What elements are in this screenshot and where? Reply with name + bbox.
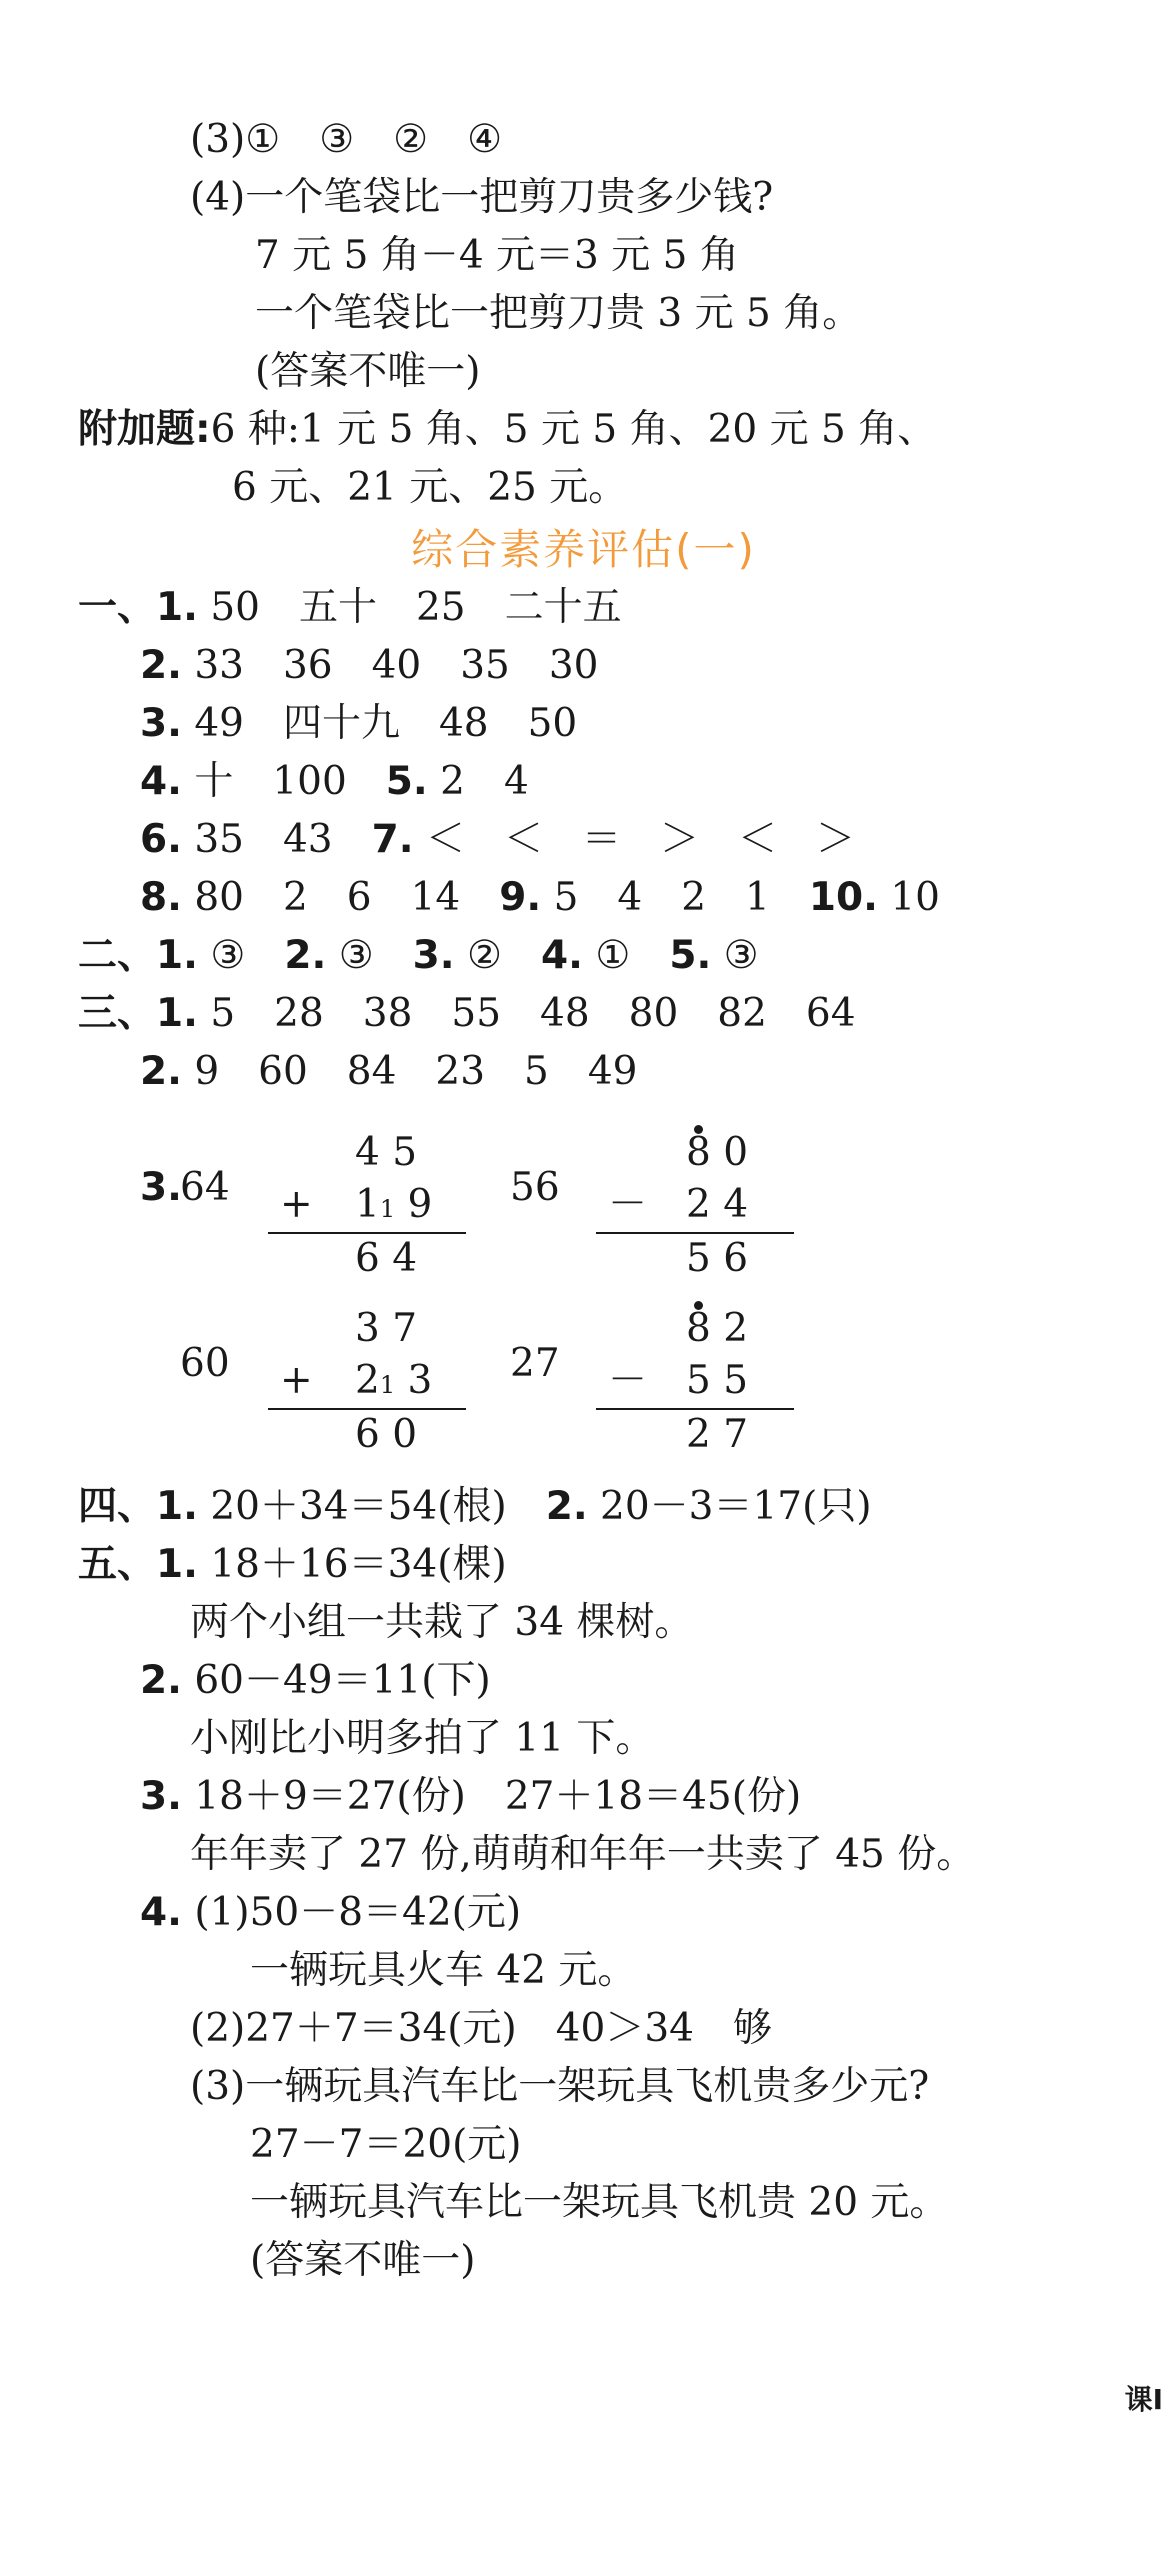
q-answer: 10 <box>877 875 940 920</box>
part5-q2 <box>140 1656 491 1706</box>
q-answer: (1)50－8＝42(元) <box>181 1890 522 1935</box>
vertical-second-number: 5 5 <box>686 1358 749 1403</box>
q-num: 2. <box>140 1658 182 1703</box>
q-num: 4. <box>541 933 583 978</box>
vertical-top-number: 4 5 <box>355 1130 418 1175</box>
q-num: 2. <box>140 1049 182 1094</box>
digit: 3 <box>407 1358 433 1403</box>
answer-line: 一辆玩具火车 42 元。 <box>250 1948 637 1993</box>
vertical-second-number: 2 4 <box>686 1182 749 1227</box>
q-num: 8. <box>140 875 182 920</box>
vertical-result: 27 <box>510 1341 560 1386</box>
q-answer: 20－3＝17(只) <box>587 1484 872 1529</box>
q-answer: 50 五十 25 二十五 <box>197 585 622 630</box>
q-num: 2. <box>284 933 327 978</box>
carry-mark: 1 <box>379 1195 396 1223</box>
q-num: 3. <box>140 701 182 746</box>
answer-line: 两个小组一共栽了 34 棵树。 <box>190 1600 694 1645</box>
q-answer: 5 4 2 1 <box>541 875 809 920</box>
q-answer: 49 四十九 48 50 <box>181 701 578 746</box>
part1-q1 <box>78 583 622 633</box>
extra-label: 附加题: <box>78 407 211 452</box>
part2-line <box>78 931 759 981</box>
q-answer: 18＋9＝27(份) 27＋18＝45(份) <box>181 1774 802 1819</box>
q-answer: ① <box>582 933 670 978</box>
q-num: 5. <box>669 933 712 978</box>
q-answer: 2 4 <box>427 759 529 804</box>
q-num: 1. <box>156 991 198 1036</box>
extra-question-line <box>78 405 936 455</box>
vertical-result: 64 <box>180 1165 230 1210</box>
q-answer: 35 43 <box>181 817 372 862</box>
vertical-top-number: 3 7 <box>355 1306 418 1351</box>
q-num: 1. <box>156 933 198 978</box>
q-num: 6. <box>140 817 182 862</box>
q-answer: 18＋16＝34(棵) <box>197 1542 507 1587</box>
digit: 1 <box>355 1182 380 1227</box>
q-num: 7. <box>371 817 414 862</box>
q-answer: ＜ ＜ ＝ ＞ ＜ ＞ <box>413 817 855 862</box>
q-num: 9. <box>499 875 542 920</box>
vertical-answer: 2 7 <box>686 1412 749 1457</box>
part1-q8 <box>140 873 940 923</box>
q-answer: 20＋34＝54(根) <box>197 1484 546 1529</box>
vertical-operator: + <box>280 1182 313 1227</box>
q-num: 10. <box>808 875 878 920</box>
q-num: 4. <box>140 759 182 804</box>
q-num: 2. <box>140 643 182 688</box>
answer-line: (3)① ③ ② ④ <box>190 117 503 162</box>
part4-line <box>78 1482 872 1532</box>
answer-line: (2)27＋7＝34(元) 40＞34 够 <box>190 2006 772 2051</box>
vertical-answer: 6 4 <box>355 1236 418 1281</box>
vertical-answer: 6 0 <box>355 1412 418 1457</box>
section-title: 综合素养评估(一) <box>411 525 756 574</box>
corner-label: 课I <box>1124 2383 1163 2416</box>
answer-line: (答案不唯一) <box>255 349 481 394</box>
extra-question-line-2: 6 元、21 元、25 元。 <box>232 465 628 510</box>
answer-line: 一辆玩具汽车比一架玩具飞机贵 20 元。 <box>250 2180 949 2225</box>
vertical-second-number <box>355 1356 432 1410</box>
carry-mark: 1 <box>379 1371 396 1399</box>
q-num: 1. <box>156 1484 198 1529</box>
answer-line: (3)一辆玩具汽车比一架玩具飞机贵多少元? <box>190 2064 930 2109</box>
q-num: 1. <box>156 585 198 630</box>
part3-q2 <box>140 1047 637 1097</box>
vertical-second-number <box>355 1180 432 1234</box>
q-num: 3. <box>412 933 455 978</box>
vertical-top-number: 8 0 <box>686 1130 749 1175</box>
q-num: 2. <box>545 1484 588 1529</box>
vertical-answer: 5 6 <box>686 1236 749 1281</box>
q-answer: ③ <box>711 933 759 978</box>
q-num: 1. <box>156 1542 198 1587</box>
q-answer: 9 60 84 23 5 49 <box>181 1049 638 1094</box>
q-answer: 33 36 40 35 30 <box>181 643 599 688</box>
part1-q3 <box>140 699 577 749</box>
q-answer: 5 28 38 55 48 80 82 64 <box>197 991 856 1036</box>
part1-q6 <box>140 815 855 865</box>
digit: 2 <box>355 1358 380 1403</box>
part5-q1 <box>78 1540 507 1590</box>
part3-q1 <box>78 989 856 1039</box>
answer-line: 27－7＝20(元) <box>250 2122 522 2167</box>
q-answer: ③ <box>197 933 285 978</box>
part5-q3 <box>140 1772 801 1822</box>
part2-label: 二、 <box>78 933 157 978</box>
part4-label: 四、 <box>78 1484 157 1529</box>
vertical-operator: － <box>608 1182 648 1227</box>
q-num: 4. <box>140 1890 182 1935</box>
q-answer: 十 100 <box>181 759 386 804</box>
digit: 9 <box>407 1182 433 1227</box>
part5-q4 <box>140 1888 521 1938</box>
part3-q3-num: 3. <box>140 1165 182 1210</box>
extra-text: 6 种:1 元 5 角、5 元 5 角、20 元 5 角、 <box>210 407 937 452</box>
q-num: 5. <box>385 759 428 804</box>
answer-line: 7 元 5 角－4 元＝3 元 5 角 <box>255 233 739 278</box>
part3-label: 三、 <box>78 991 157 1036</box>
answer-line: 一个笔袋比一把剪刀贵 3 元 5 角。 <box>255 291 862 336</box>
answer-line: 小刚比小明多拍了 11 下。 <box>190 1716 655 1761</box>
answer-line: 年年卖了 27 份,萌萌和年年一共卖了 45 份。 <box>190 1832 976 1877</box>
q-num: 3. <box>140 1774 182 1819</box>
answer-line: (4)一个笔袋比一把剪刀贵多少钱? <box>190 175 774 220</box>
vertical-result: 60 <box>180 1341 230 1386</box>
part1-label: 一、 <box>78 585 157 630</box>
vertical-operator: + <box>280 1358 313 1403</box>
q-answer: 80 2 6 14 <box>181 875 500 920</box>
part1-q2 <box>140 641 598 691</box>
q-answer: ② <box>454 933 541 978</box>
part1-q4 <box>140 757 529 807</box>
vertical-top-number: 8 2 <box>686 1306 749 1351</box>
answer-line: (答案不唯一) <box>250 2238 476 2283</box>
q-answer: 60－49＝11(下) <box>181 1658 491 1703</box>
part5-label: 五、 <box>78 1542 157 1587</box>
vertical-operator: － <box>608 1358 648 1403</box>
q-answer: ③ <box>326 933 413 978</box>
vertical-result: 56 <box>510 1165 560 1210</box>
